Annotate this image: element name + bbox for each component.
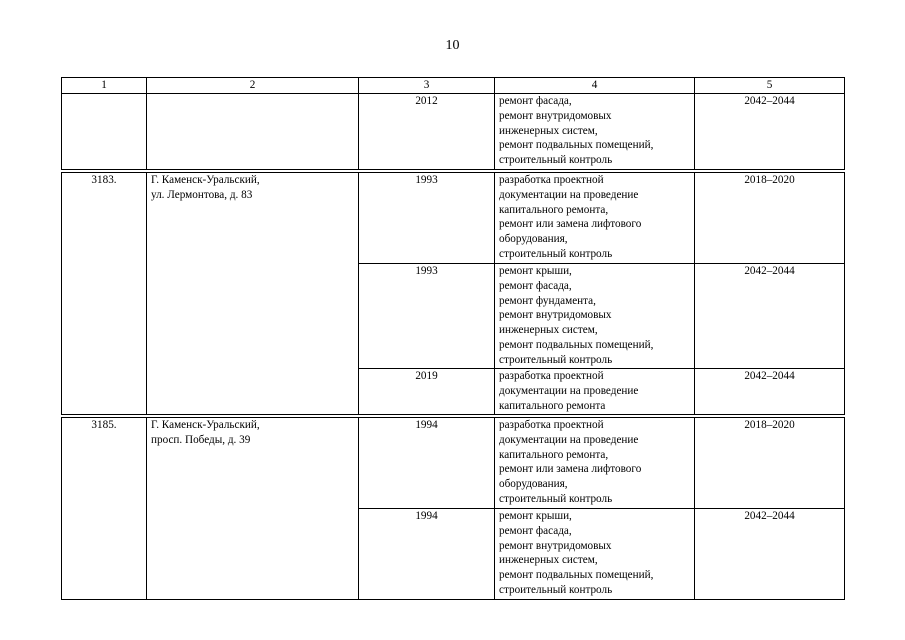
works-cell bbox=[495, 369, 695, 415]
work-line: инженерных систем, bbox=[499, 124, 598, 137]
work-line: ремонт фасада, bbox=[499, 95, 572, 107]
header-col-4: 4 bbox=[495, 78, 695, 94]
address-cell bbox=[147, 173, 359, 415]
work-line: разработка проектной bbox=[499, 174, 604, 186]
period-cell: 2018–2020 bbox=[695, 418, 845, 509]
work-line: ремонт внутридомовых bbox=[499, 109, 612, 122]
year-cell: 1993 bbox=[359, 173, 495, 264]
work-line: документации на проведение bbox=[499, 188, 639, 201]
year-cell: 1993 bbox=[359, 264, 495, 369]
period-cell: 2042–2044 bbox=[695, 369, 845, 415]
address-line: ул. Лермонтова, д. 83 bbox=[151, 188, 253, 201]
work-line: инженерных систем, bbox=[499, 554, 598, 567]
works-cell bbox=[495, 264, 695, 369]
work-line: инженерных систем, bbox=[499, 324, 598, 337]
works-cell bbox=[495, 418, 695, 509]
address-line: Г. Каменск-Уральский, bbox=[151, 174, 260, 186]
period-cell: 2018–2020 bbox=[695, 173, 845, 264]
header-col-1: 1 bbox=[62, 78, 147, 94]
repair-schedule-table bbox=[61, 77, 845, 600]
works-cell bbox=[495, 173, 695, 264]
work-line: ремонт или замена лифтового bbox=[499, 463, 642, 476]
year-cell: 2019 bbox=[359, 369, 495, 415]
year-cell: 1994 bbox=[359, 509, 495, 600]
page-number: 10 bbox=[445, 38, 460, 53]
work-line: документации на проведение bbox=[499, 384, 639, 397]
table-row bbox=[62, 173, 845, 264]
work-line: ремонт фасада, bbox=[499, 524, 572, 537]
work-line: строительный контроль bbox=[499, 247, 613, 260]
work-line: оборудования, bbox=[499, 233, 568, 246]
work-line: ремонт фасада, bbox=[499, 279, 572, 292]
address-line: Г. Каменск-Уральский, bbox=[151, 419, 260, 431]
year-cell: 2012 bbox=[359, 94, 495, 170]
work-line: ремонт подвальных помещений, bbox=[499, 338, 654, 351]
period-cell: 2042–2044 bbox=[695, 94, 845, 170]
address-cell bbox=[147, 94, 359, 170]
work-line: документации на проведение bbox=[499, 433, 639, 446]
address-line: просп. Победы, д. 39 bbox=[151, 433, 251, 446]
work-line: ремонт внутридомовых bbox=[499, 309, 612, 322]
header-col-5: 5 bbox=[695, 78, 845, 94]
entry-number-cell: 3185. bbox=[62, 418, 147, 600]
work-line: ремонт внутридомовых bbox=[499, 539, 612, 552]
entry-number-cell: 3183. bbox=[62, 173, 147, 415]
header-row bbox=[62, 78, 845, 94]
period-cell: 2042–2044 bbox=[695, 264, 845, 369]
work-line: ремонт подвальных помещений, bbox=[499, 139, 654, 152]
work-line: капитального ремонта, bbox=[499, 203, 609, 216]
work-line: ремонт крыши, bbox=[499, 510, 572, 522]
work-line: строительный контроль bbox=[499, 154, 613, 167]
work-line: ремонт или замена лифтового bbox=[499, 218, 642, 231]
works-cell bbox=[495, 509, 695, 600]
work-line: разработка проектной bbox=[499, 419, 604, 431]
work-line: капитального ремонта, bbox=[499, 448, 609, 461]
address-cell bbox=[147, 418, 359, 600]
work-line: капитального ремонта bbox=[499, 399, 606, 412]
work-line: строительный контроль bbox=[499, 353, 613, 366]
work-line: строительный контроль bbox=[499, 583, 613, 596]
work-line: строительный контроль bbox=[499, 492, 613, 505]
work-line: оборудования, bbox=[499, 478, 568, 491]
work-line: ремонт крыши, bbox=[499, 265, 572, 277]
work-line: ремонт подвальных помещений, bbox=[499, 569, 654, 582]
table-row bbox=[62, 418, 845, 509]
header-col-3: 3 bbox=[359, 78, 495, 94]
works-cell bbox=[495, 94, 695, 170]
period-cell: 2042–2044 bbox=[695, 509, 845, 600]
work-line: ремонт фундамента, bbox=[499, 294, 596, 307]
table-row bbox=[62, 94, 845, 170]
header-col-2: 2 bbox=[147, 78, 359, 94]
entry-number-cell bbox=[62, 94, 147, 170]
work-line: разработка проектной bbox=[499, 370, 604, 382]
year-cell: 1994 bbox=[359, 418, 495, 509]
